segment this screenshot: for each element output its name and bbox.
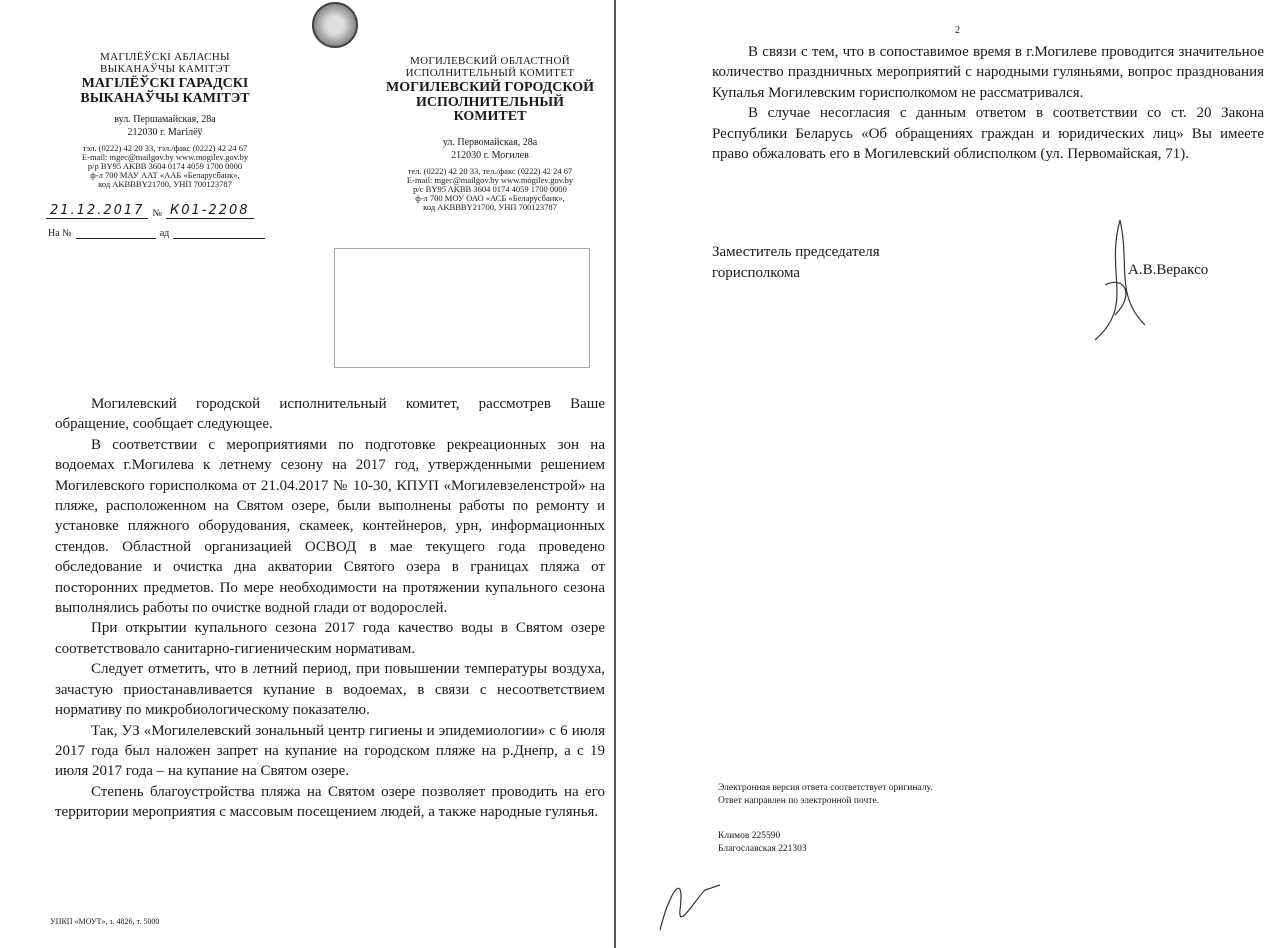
header-line: ИСПОЛНИТЕЛЬНЫЙ КОМИТЕТ <box>405 66 575 79</box>
header-belarusian <box>40 52 290 189</box>
header-line: МАГІЛЁЎСКІ АБЛАСНЫ <box>100 51 230 63</box>
header-title: ИСПОЛНИТЕЛЬНЫЙ КОМИТЕТ <box>416 94 564 125</box>
signatory-name: А.В.Вераксо <box>1128 262 1209 278</box>
contact: ф-л 700 МОУ ОАО «АСБ «Беларусбанк», <box>415 192 565 203</box>
paragraph: Так, УЗ «Могилелевский зональный центр гигиены и эпидемиологии» с 6 июля 2017 года был наложен запрет на купание на городском пляже на р.Днепр, а с 19 июля 2017 года – на купание на Святом озере. <box>55 722 605 780</box>
signatory-title <box>712 242 880 283</box>
letter-body-page1 <box>55 394 605 823</box>
paragraph: Следует отметить, что в летний период, при повышении температуры воздуха, зачастую приостанавливается купание в водоемах, в связи с несоответствием нормативу по микробиологическому показателю. <box>55 661 605 719</box>
state-emblem-icon <box>312 2 358 48</box>
contact: р/с BY95 AKBB 3604 0174 4059 1700 0000 <box>413 184 567 194</box>
address: 212030 г. Могилев <box>451 149 529 161</box>
contact: код AKBBBY21700, УНП 700123787 <box>423 201 557 212</box>
executor-line: Климов 225590 <box>718 831 781 841</box>
date-number-line <box>46 204 286 219</box>
number-label: № <box>152 208 162 220</box>
signatory-title-line: Заместитель председателя <box>712 244 880 260</box>
address: ул. Первомайская, 28а <box>442 137 538 149</box>
handwritten-signature-icon <box>1075 215 1165 345</box>
paragraph: В связи с тем, что в сопоставимое время в г.Могилеве проводится значительное количество праздничных мероприятий с народными гуляньями, вопрос празднования Купалья Могилевским горисполкомом не рассматривался. <box>712 44 1264 101</box>
print-footer: УПКП «МОУТ», з. 4826, т. 5000 <box>50 917 160 926</box>
executors <box>718 830 807 856</box>
address: вул. Першамайская, 28а <box>114 114 216 126</box>
page-number: 2 <box>955 25 960 36</box>
contact: ф-л 700 МАУ ААТ «ААБ «Беларусбанк», <box>90 170 240 181</box>
address: 212030 г. Магілёў <box>127 126 203 138</box>
executor-line: Благославская 221303 <box>718 844 807 854</box>
note-line: Ответ направлен по электронной почте. <box>718 796 880 806</box>
contact: тел. (0222) 42 20 33, тел./факс (0222) 42 24 67 <box>407 166 573 177</box>
letter-number: К01-2208 <box>166 204 254 219</box>
letter-body-page2 <box>712 42 1264 164</box>
header-russian <box>380 56 600 212</box>
header-line: МОГИЛЕВСКИЙ ОБЛАСТНОЙ <box>410 55 570 67</box>
ad-label: ад <box>159 228 170 239</box>
letter-date: 21.12.2017 <box>46 204 148 219</box>
paragraph: В случае несогласия с данным ответом в соответствии со ст. 20 Закона Республики Беларусь «Об обращениях граждан и юридических лиц» Вы имеете право обжаловать его в Могилевский облисполком (ул. Первомайская, 71). <box>712 105 1264 163</box>
address-window-box <box>334 248 590 368</box>
ref-label: На № <box>48 228 72 239</box>
handwritten-initials-icon <box>650 860 730 940</box>
contact: E-mail: mgec@mailgov.by www.mogilev.gov.by <box>406 175 574 186</box>
note-line: Электронная версия ответа соответствует оригиналу. <box>718 783 933 793</box>
contact: код AKBBBY21700, УНП 700123787 <box>98 179 232 190</box>
electronic-notes <box>718 782 933 808</box>
header-line: ВЫКАНАЎЧЫ КАМІТЭТ <box>100 62 230 75</box>
header-title: МОГИЛЕВСКИЙ ГОРОДСКОЙ <box>386 80 594 96</box>
contact: р/р BY95 AKBB 3604 0174 4059 1700 0000 <box>87 161 243 172</box>
paragraph: При открытии купального сезона 2017 года качество воды в Святом озере соответствовало санитарно-гигиеническим нормативам. <box>55 620 605 657</box>
contact: E-mail: mgec@mailgov.by www.mogilev.gov.by <box>81 152 249 163</box>
signatory-title-line: горисполкома <box>712 264 801 281</box>
paragraph: Могилевский городской исполнительный комитет, рассмотрев Ваше обращение, сообщает следующее. <box>55 396 605 433</box>
paragraph: Степень благоустройства пляжа на Святом озере позволяет проводить на его территории мероприятия с массовым посещением людей, а также народные гулянья. <box>55 783 605 821</box>
paragraph: В соответствии с мероприятиями по подготовке рекреационных зон на водоемах г.Могилева к летнему сезону на 2017 год, утвержденными решением Могилевского горисполкома от 21.04.2017 № 10-30, КПУП «Могилевзеленстрой» на пляже, расположенном на Святом озере, были выполнены работы по ремонту и установке пляжного оборудования, скамеек, контейнеров, урн, информационных стендов. Областной организацией ОСВОД в мае текущего года проведено обследование и очистка дна акватории Святого озера в границах пляжа от посторонних предметов. По мере необходимости на протяжении купального сезона выполнялись работы по очистке водной глади от водорослей. <box>55 436 605 617</box>
contact: тэл. (0222) 42 20 33, тэл./факс (0222) 42 24 67 <box>82 143 248 154</box>
page-divider <box>614 0 616 948</box>
reference-line <box>48 228 265 239</box>
header-title: МАГІЛЁЎСКІ ГАРАДСКІ <box>81 76 249 92</box>
header-title: ВЫКАНАЎЧЫ КАМІТЭТ <box>80 90 250 106</box>
